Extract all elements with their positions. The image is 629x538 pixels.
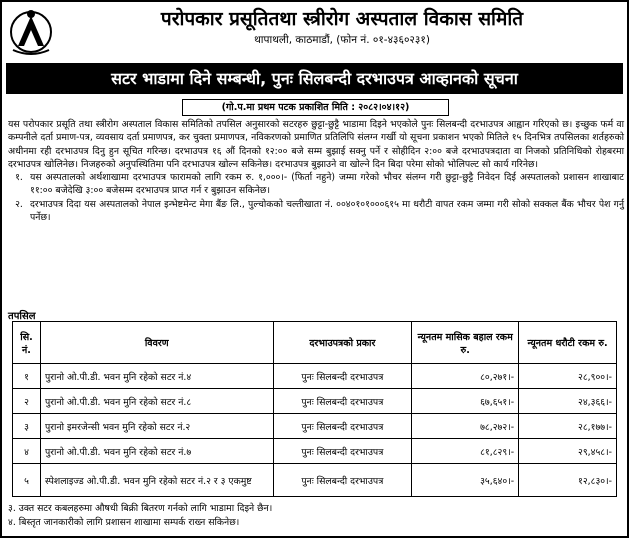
cell-monthly-rent: ६७,६५१।- xyxy=(412,389,519,414)
organization-address: थापाथली, काठमाडौं, (फोन नं. ०१-४३६०२३१) xyxy=(254,34,430,46)
footer-note: ४. बिस्तृत जानकारीको लागि प्रशासन शाखामा सम्पर्क राख्न सकिनेछ। xyxy=(8,517,240,528)
cell-deposit: २९,४५८।- xyxy=(519,439,617,464)
column-header-bid-type: दरभाउपत्रको प्रकार xyxy=(273,322,412,364)
cell-serial: ३ xyxy=(13,414,41,439)
table-header-row xyxy=(13,322,617,364)
notice-title: सटर भाडामा दिने सम्बन्धी, पुनः सिलबन्दी दरभाउपत्र आव्हानको सूचना xyxy=(6,63,623,94)
table-row xyxy=(13,364,617,389)
column-header-monthly-rent: न्यूनतम मासिक बहाल रकम रु. xyxy=(412,322,519,364)
cell-deposit: २८,१७७।- xyxy=(519,414,617,439)
footer-notes xyxy=(8,502,624,530)
table-row xyxy=(13,414,617,439)
intro-paragraph: यस परोपकार प्रसूति तथा स्त्रीरोग अस्पताल विकास समितिको तपसिल अनुसारको सटरहरु छुट्टा-छुट्टै भाडामा दिइने भएकोले पुनः सिलबन्दी दरभाउपत्र आह्वान गरिएको छ। इच्छुक फर्म वा कम्पनीले दर्ता प्रमाण-पत्र, व्यवसाय दर्ता प्रमाणपत्र, कर चुक्ता प्रमाणपत्र, नविकरणको प्रमाणित प्रतिलिपि संलग्न गर्खी यो सूचना प्रकाशन भएको मितिले १५ दिनभित्र तपसिलका शर्तहरुको अधीनमा रही दरभाउपत्र दिनु हुन सूचित गरिन्छ। दरभाउपत्र १६ औं दिनको १२:०० बजे सम्म बुझाई सक्नु पर्ने र सोहीदिन २:०० बजे दरभाउपत्रदाता वा निजको प्रतिनिधिको रोहबरमा दरभाउपत्र खोलिनेछ। निजहरुको अनुपस्थितिमा पनि दरभाउपत्र खोल्न सकिनेछ। दरभाउपत्र बुझाउने वा खोल्ने दिन बिदा परेमा सोको भोलिपल्ट सो कार्य गरिनेछ। xyxy=(8,119,624,170)
cell-bid-type: पुनः सिलबन्दी दरभाउपत्र xyxy=(273,414,412,439)
cell-bid-type: पुनः सिलबन्दी दरभाउपत्र xyxy=(273,364,412,389)
cell-serial: ४ xyxy=(13,439,41,464)
column-header-description: विवरण xyxy=(40,322,273,364)
schedule-table xyxy=(12,321,617,497)
cell-monthly-rent: ७८,२७२।- xyxy=(412,414,519,439)
cell-bid-type: पुनः सिलबन्दी दरभाउपत्र xyxy=(273,439,412,464)
cell-bid-type: पुनः सिलबन्दी दरभाउपत्र xyxy=(273,464,412,497)
cell-description: पुरानो इमरजेन्सी भवन मुनि रहेको सटर नं.२ xyxy=(40,414,273,439)
government-emblem-icon xyxy=(8,6,54,56)
list-item-text: दरभाउपत्र दिदा यस अस्पतालको नेपाल इन्भेष्टमेन्ट मेगा बैंङ लि., पुल्चोकको चल्तीखाता नं. ००४०१०१०००६१५ मा धरौटी वापत रकम जम्मा गरी सोको सक्कल बैंक भौचर पेश गर्नु पर्नेछ। xyxy=(30,198,624,224)
cell-deposit: २८,९००।- xyxy=(519,364,617,389)
column-header-deposit: न्यूनतम धरौटी रकम रु. xyxy=(519,322,617,364)
publish-date: (गो.प.मा प्रथम पटक प्रकाशित मिति : २०८२।०४।१२) xyxy=(182,99,449,116)
list-item-text: यस अस्पतालको अर्थशाखामा दरभाउपत्र फारामको लागि रकम रु. १,०००।- (फिर्ता नहुने) जम्मा गरेको भौचर संलग्न गरी छुट्टा-छुट्टै निवेदन दिई अस्पतालको प्रशासन शाखाबाट ११:०० बजेदेखि ३:०० बजेसम्म दरभाउपत्र प्राप्त गर्न र बुझाउन सकिनेछ। xyxy=(30,172,624,197)
list-item-number: २. xyxy=(15,198,23,210)
cell-description: पुरानो ओ.पी.डी. भवन मुनि रहेको सटर नं.७ xyxy=(40,439,273,464)
cell-serial: ५ xyxy=(13,464,41,497)
cell-description: पुरानो ओ.पी.डी. भवन मुनि रहेको सटर नं.४ xyxy=(40,364,273,389)
list-item xyxy=(8,171,624,198)
cell-monthly-rent: ८१,८२९।- xyxy=(412,439,519,464)
cell-description: स्पेशलाइज्ड ओ.पी.डी. भवन मुनि रहेको सटर नं.२ र ३ एकमुष्ट xyxy=(40,464,273,497)
table-row xyxy=(13,464,617,497)
cell-deposit: २४,३६६।- xyxy=(519,389,617,414)
notice-body xyxy=(8,118,624,224)
organization-name: परोपकार प्रसूतितथा स्त्रीरोग अस्पताल विकास समिति xyxy=(160,8,524,30)
cell-deposit: १२,८३०।- xyxy=(519,464,617,497)
cell-description: पुरानो ओ.पी.डी. भवन मुनि रहेको सटर नं.८ xyxy=(40,389,273,414)
cell-monthly-rent: ८०,२७१।- xyxy=(412,364,519,389)
list-item-number: १. xyxy=(15,172,23,184)
list-item xyxy=(8,198,624,225)
table-row xyxy=(13,439,617,464)
cell-serial: १ xyxy=(13,364,41,389)
footer-note: ३. उक्त सटर कबलहरुमा औषधी बिक्री बितरण गर्नको लागि भाडामा दिइने छैन। xyxy=(8,503,273,514)
schedule-label: तपसिल xyxy=(8,311,36,322)
cell-serial: २ xyxy=(13,389,41,414)
cell-monthly-rent: ३५,६४०।- xyxy=(412,464,519,497)
cell-bid-type: पुनः सिलबन्दी दरभाउपत्र xyxy=(273,389,412,414)
column-header-serial: सि. नं. xyxy=(13,322,41,364)
table-row xyxy=(13,389,617,414)
